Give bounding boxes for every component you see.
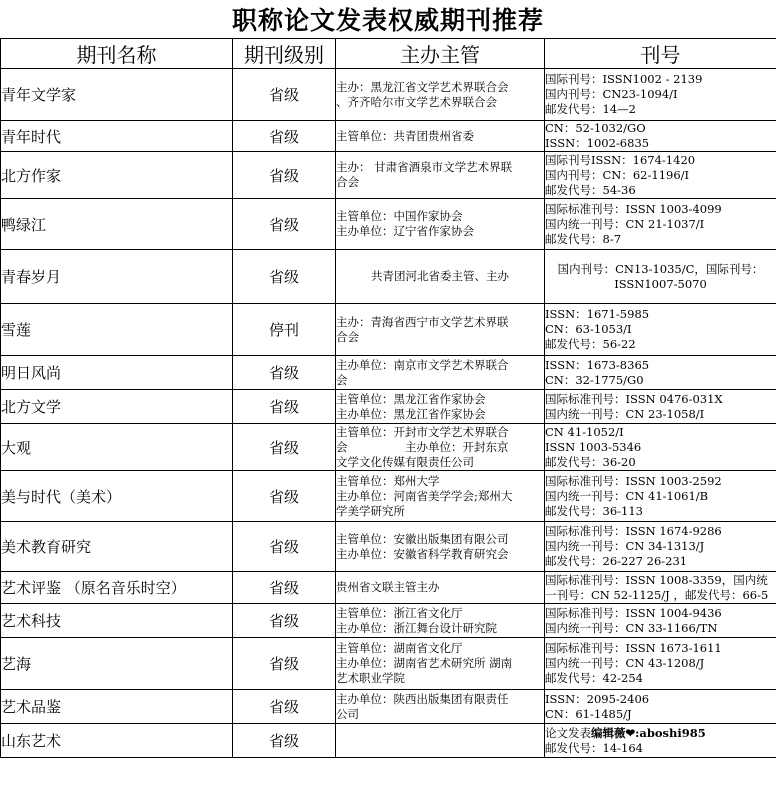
issn-line: 一刊号：CN 52-1125/J ，邮发代号：66-5 [545, 587, 769, 602]
journal-name-cell[interactable]: 美与时代（美术） [1, 471, 233, 522]
organizer-line: 共青团河北省委主管、主办 [371, 269, 509, 283]
issn-line: 国内刊号：CN23-1094/I [545, 87, 678, 101]
journal-level-cell[interactable]: 省级 [233, 199, 336, 250]
table-row [1, 604, 776, 638]
table-row [1, 356, 776, 390]
journal-name-cell[interactable]: 明日风尚 [1, 356, 233, 390]
journal-level-cell[interactable]: 省级 [233, 121, 336, 152]
issn-line: CN：32-1775/G0 [545, 372, 644, 387]
table-row [1, 690, 776, 724]
organizer-line: 主办：青海省西宁市文学艺术界联 [336, 314, 509, 329]
journal-level-cell[interactable]: 省级 [233, 69, 336, 121]
issn-line: ISSN：1673-8365 [545, 357, 650, 372]
table-row [1, 471, 776, 522]
issn-line: 国内统一刊号：CN 23-1058/I [545, 406, 705, 421]
issn-cell[interactable] [545, 152, 776, 199]
organizer-line: 主办单位：湖南省艺术研究所 湖南 [336, 656, 513, 670]
organizer-line: 主办单位：河南省美学学会;郑州大 [336, 488, 513, 503]
organizer-line: 公司 [336, 706, 359, 721]
journal-name-cell[interactable]: 青年文学家 [1, 69, 233, 121]
issn-cell[interactable] [545, 572, 776, 604]
page-title: 职称论文发表权威期刊推荐 [231, 6, 544, 35]
issn-cell[interactable] [545, 304, 776, 356]
organizer-line: 艺术职业学院 [336, 671, 405, 685]
organizer-line: 主管单位：共青团贵州省委 [336, 128, 474, 143]
table-row [1, 724, 776, 758]
issn-line: 邮发代号：36-20 [545, 454, 636, 469]
issn-line: ISSN：1671-5985 [545, 307, 650, 321]
issn-cell[interactable] [545, 250, 776, 304]
issn-line: 国内统一刊号：CN 33-1166/TN [545, 620, 718, 635]
journal-level-cell[interactable]: 省级 [233, 522, 336, 572]
journal-level-cell[interactable]: 停刊 [233, 304, 336, 356]
issn-line: 国际标准刊号：ISSN 0476-031X [545, 391, 723, 406]
issn-line: 国内刊号：CN：62-1196/I [545, 167, 690, 182]
journal-level-cell[interactable]: 省级 [233, 724, 336, 758]
issn-line: 邮发代号：54-36 [545, 182, 636, 197]
journal-name-cell[interactable]: 艺术评鉴 （原名音乐时空） [1, 572, 233, 604]
issn-line: 国内统一刊号：CN 41-1061/B [545, 488, 709, 503]
journal-level-cell[interactable]: 省级 [233, 638, 336, 690]
journal-name-cell[interactable]: 青春岁月 [1, 250, 233, 304]
issn-line: 邮发代号：56-22 [545, 337, 636, 351]
organizer-line: 主管单位：湖南省文化厅 [336, 641, 463, 655]
issn-line: 国际刊号：ISSN1002 - 2139 [545, 72, 703, 86]
journal-table [0, 38, 776, 758]
contact-line [545, 726, 776, 741]
issn-line: 国际标准刊号：ISSN 1673-1611 [545, 641, 722, 655]
issn-cell[interactable] [545, 724, 776, 758]
contact-prefix: 论文发表 [545, 725, 591, 740]
issn-line: 国际标准刊号：ISSN 1003-2592 [545, 473, 722, 488]
organizer-line: 主办： 甘肃省酒泉市文学艺术界联 [336, 160, 513, 174]
issn-line: ISSN：2095-2406 [545, 691, 650, 706]
issn-cell[interactable] [545, 390, 776, 424]
header-organizer: 主办主管 [336, 39, 545, 69]
organizer-line: 会 [336, 372, 348, 387]
organizer-line: 文学文化传媒有限责任公司 [336, 454, 474, 469]
journal-name-cell[interactable]: 大观 [1, 424, 233, 471]
journal-level-cell[interactable]: 省级 [233, 690, 336, 724]
table-row [1, 152, 776, 199]
issn-line: 国际刊号ISSN：1674-1420 [545, 152, 696, 167]
issn-cell[interactable] [545, 69, 776, 121]
issn-line: ISSN1007-5070 [614, 276, 707, 291]
journal-level-cell[interactable]: 省级 [233, 471, 336, 522]
issn-cell[interactable] [545, 356, 776, 390]
issn-line: 邮发代号：8-7 [545, 231, 622, 246]
organizer-cell[interactable] [336, 424, 545, 471]
journal-name-cell[interactable]: 北方文学 [1, 390, 233, 424]
journal-level-cell[interactable]: 省级 [233, 356, 336, 390]
journal-name-cell[interactable]: 青年时代 [1, 121, 233, 152]
organizer-cell[interactable] [336, 250, 545, 304]
issn-line: 国际标准刊号：ISSN 1008-3359，国内统 [545, 572, 768, 587]
header-row [1, 39, 776, 69]
organizer-cell[interactable] [336, 724, 545, 758]
header-journal-level: 期刊级别 [233, 39, 336, 69]
organizer-line: 主管单位：中国作家协会 [336, 209, 463, 223]
issn-line: ISSN：1002-6835 [545, 136, 650, 150]
organizer-line: 贵州省文联主管主办 [336, 580, 440, 594]
issn-line: 国际标准刊号：ISSN 1004-9436 [545, 605, 722, 620]
table-row [1, 69, 776, 121]
organizer-cell[interactable] [336, 69, 545, 121]
journal-name-cell[interactable]: 艺术科技 [1, 604, 233, 638]
issn-line: CN 41-1052/I [545, 424, 624, 439]
journal-name-cell[interactable]: 雪莲 [1, 304, 233, 356]
issn-line: 国内统一刊号：CN 34-1313/J [545, 539, 705, 553]
issn-line: 邮发代号：36-113 [545, 503, 643, 518]
journal-name-cell[interactable]: 鸭绿江 [1, 199, 233, 250]
table-row [1, 424, 776, 471]
journal-name-cell[interactable]: 艺术品鉴 [1, 690, 233, 724]
header-journal-name: 期刊名称 [1, 39, 233, 69]
issn-line: 国内统一刊号：CN 43-1208/J [545, 656, 705, 670]
organizer-cell[interactable] [336, 572, 545, 604]
table-row [1, 250, 776, 304]
organizer-cell[interactable] [336, 304, 545, 356]
organizer-line: 主管单位：郑州大学 [336, 473, 440, 488]
organizer-line: 主办单位：安徽省科学教育研究会 [336, 546, 509, 561]
issn-cell[interactable] [545, 638, 776, 690]
journal-name-cell[interactable]: 美术教育研究 [1, 522, 233, 572]
organizer-line: 合会 [336, 329, 359, 344]
journal-level-cell[interactable]: 省级 [233, 572, 336, 604]
issn-line: 邮发代号：26-227 26-231 [545, 554, 688, 568]
journal-level-cell[interactable]: 省级 [233, 250, 336, 304]
header-issn: 刊号 [545, 39, 776, 69]
issn-cell[interactable] [545, 424, 776, 471]
issn-cell[interactable] [545, 199, 776, 250]
organizer-cell[interactable] [336, 152, 545, 199]
table-body [1, 69, 776, 758]
issn-cell[interactable] [545, 522, 776, 572]
organizer-cell[interactable] [336, 199, 545, 250]
organizer-cell[interactable] [336, 390, 545, 424]
organizer-line: 主管单位：黑龙江省作家协会 [336, 391, 486, 406]
issn-line: 邮发代号：42-254 [545, 671, 643, 685]
organizer-line: 主管单位：浙江省文化厅 [336, 605, 463, 620]
journal-level-cell[interactable]: 省级 [233, 152, 336, 199]
table-row [1, 638, 776, 690]
issn-line: ISSN 1003-5346 [545, 439, 642, 454]
organizer-cell[interactable] [336, 522, 545, 572]
issn-line: CN：52-1032/GO [545, 121, 646, 135]
journal-name-cell[interactable]: 山东艺术 [1, 724, 233, 758]
table-row [1, 121, 776, 152]
organizer-line: 学美学研究所 [336, 503, 405, 518]
organizer-line: 主办单位：陕西出版集团有限责任 [336, 691, 509, 706]
journal-name-cell[interactable]: 艺海 [1, 638, 233, 690]
organizer-line: 会 主办单位：开封东京 [336, 439, 509, 454]
organizer-cell[interactable] [336, 356, 545, 390]
issn-cell[interactable] [545, 121, 776, 152]
organizer-cell[interactable] [336, 121, 545, 152]
issn-cell[interactable] [545, 471, 776, 522]
table-row [1, 572, 776, 604]
issn-line: 国内统一刊号：CN 21-1037/I [545, 216, 705, 231]
organizer-line: 主办单位：辽宁省作家协会 [336, 224, 474, 238]
organizer-line: 主办单位：黑龙江省作家协会 [336, 406, 486, 421]
issn-cell[interactable] [545, 604, 776, 638]
organizer-line: 主管单位：安徽出版集团有限公司 [336, 531, 509, 546]
issn-line: CN：63-1053/I [545, 322, 632, 336]
organizer-cell[interactable] [336, 604, 545, 638]
table-row [1, 522, 776, 572]
journal-name-cell[interactable]: 北方作家 [1, 152, 233, 199]
organizer-cell[interactable] [336, 690, 545, 724]
organizer-line: 合会 [336, 175, 359, 189]
organizer-line: 、齐齐哈尔市文学艺术界联合会 [336, 94, 497, 109]
issn-cell[interactable] [545, 690, 776, 724]
organizer-line: 主管单位：开封市文学艺术界联合 [336, 424, 509, 439]
organizer-line: 主办：黑龙江省文学艺术界联合会 [336, 79, 509, 94]
organizer-cell[interactable] [336, 638, 545, 690]
issn-line: 邮发代号：14-164 [545, 740, 643, 755]
issn-line: 邮发代号：14—2 [545, 102, 636, 116]
journal-level-cell[interactable]: 省级 [233, 604, 336, 638]
journal-level-cell[interactable]: 省级 [233, 390, 336, 424]
organizer-line: 主办单位：浙江舞台设计研究院 [336, 620, 497, 635]
issn-line: 国内刊号：CN13-1035/C，国际刊号： [557, 261, 764, 276]
table-row [1, 390, 776, 424]
journal-level-cell[interactable]: 省级 [233, 424, 336, 471]
contact-handle: 编辑薇❤:aboshi985 [591, 725, 706, 740]
issn-line: CN：61-1485/J [545, 706, 632, 721]
organizer-line: 主办单位：南京市文学艺术界联合 [336, 357, 509, 372]
table-row [1, 199, 776, 250]
issn-line: 国际标准刊号：ISSN 1674-9286 [545, 524, 722, 538]
organizer-cell[interactable] [336, 471, 545, 522]
issn-line: 国际标准刊号：ISSN 1003-4099 [545, 201, 722, 216]
table-row [1, 304, 776, 356]
